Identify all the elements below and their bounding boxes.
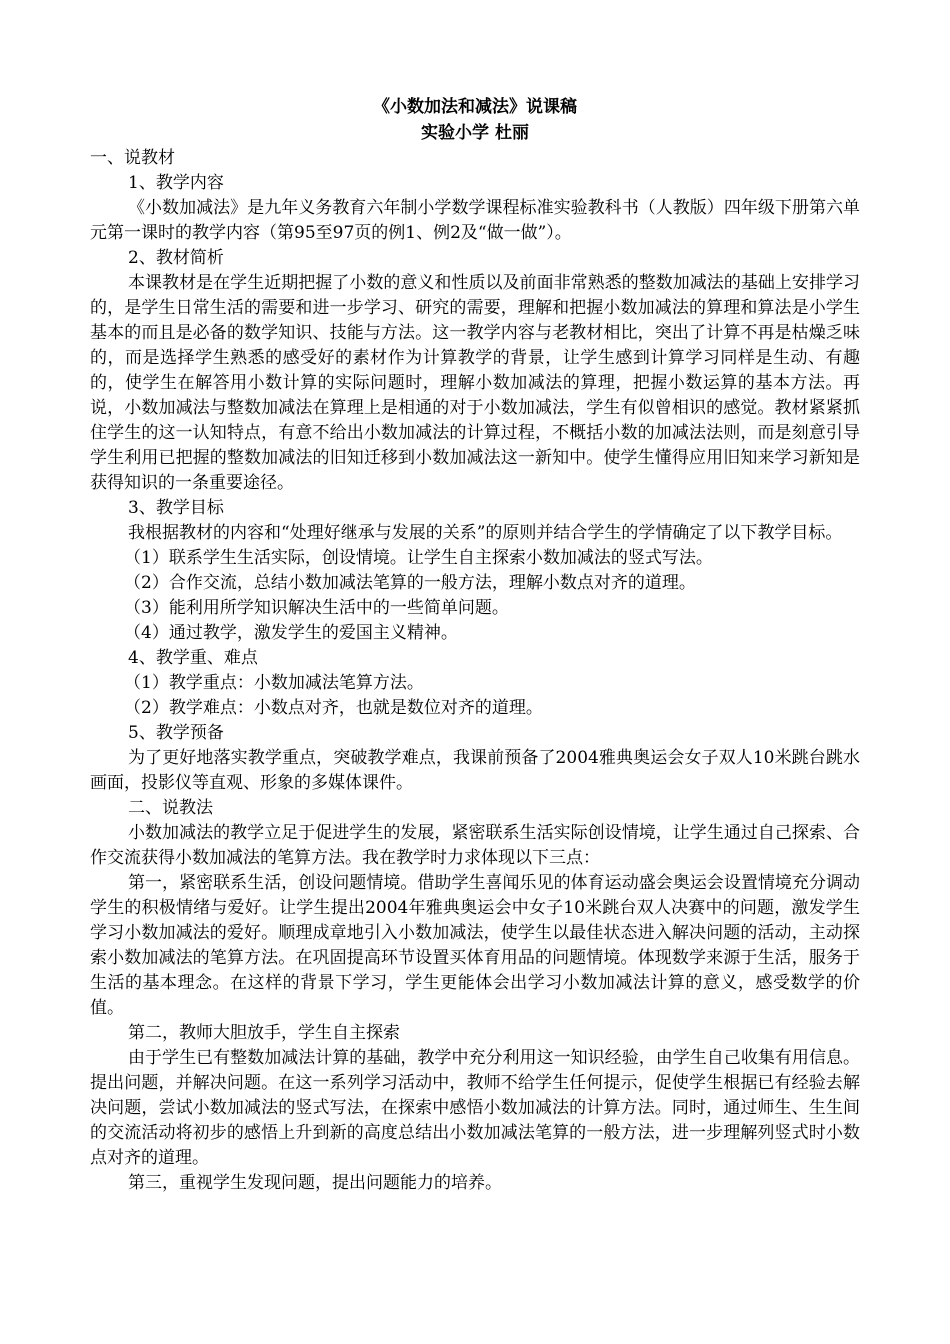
paragraph-method-third: 第三，重视学生发现问题，提出问题能力的培养。 xyxy=(128,1173,502,1193)
paragraph-method-first: 第一，紧密联系生活，创设问题情境。借助学生喜闻乐见的体育运动盛会奥运会设置情境充分调动学生的积极情绪与爱好。让学生提出2004年雅典奥运会中女子10米跳台双人决赛中的问题，激发学生学习小数加减法的爱好。顺理成章地引入小数加减法，使学生以最佳状态进入解决问题的活动，主动探索小数加减法的笔算方法。在巩固提高环节设置买体育用品的问题情境。体现数学来源于生活，服务于生活的基本理念。在这样的背景下学习，学生更能体会出学习小数加减法计算的意义，感受数学的价值。 xyxy=(90,873,860,1018)
key-point-1: （1）教学重点：小数加减法笔算方法。 xyxy=(124,673,424,693)
document-title: 《小数加法和减法》说课稿 xyxy=(373,97,577,117)
subheading-teaching-content: 1、教学内容 xyxy=(128,173,224,193)
subheading-key-points: 4、教学重、难点 xyxy=(128,648,258,668)
section-heading-1: 一、说教材 xyxy=(90,148,175,168)
paragraph-preparation: 为了更好地落实教学重点，突破教学难点，我课前预备了2004雅典奥运会女子双人10米跳台跳水画面，投影仪等直观、形象的多媒体课件。 xyxy=(90,748,860,793)
paragraph-teaching-content: 《小数加减法》是九年义务教育六年制小学数学课程标准实验教科书（人教版）四年级下册第六单元第一课时的教学内容（第95至97页的例1、例2及“做一做”）。 xyxy=(90,198,860,243)
goal-item-2: （2）合作交流，总结小数加减法笔算的一般方法，理解小数点对齐的道理。 xyxy=(124,573,696,593)
paragraph-teaching-goals: 我根据教材的内容和“处理好继承与发展的关系”的原则并结合学生的学情确定了以下教学目标。 xyxy=(128,523,843,543)
goal-item-3: （3）能利用所学知识解决生活中的一些简单问题。 xyxy=(124,598,509,618)
document-author: 实验小学 杜丽 xyxy=(421,123,529,143)
paragraph-method-intro: 小数加减法的教学立足于促进学生的发展，紧密联系生活实际创设情境，让学生通过自己探索、合作交流获得小数加减法的笔算方法。我在教学时力求体现以下三点： xyxy=(90,823,860,868)
paragraph-method-second: 由于学生已有整数加减法计算的基础，教学中充分利用这一知识经验，由学生自己收集有用信息。提出问题，并解决问题。在这一系列学习活动中，教师不给学生任何提示，促使学生根据已有经验去解决问题，尝试小数加减法的竖式写法，在探索中感悟小数加减法的计算方法。同时，通过师生、生生间的交流活动将初步的感悟上升到新的高度总结出小数加减法笔算的一般方法，进一步理解列竖式时小数点对齐的道理。 xyxy=(90,1048,860,1168)
paragraph-method-second-heading: 第二，教师大胆放手，学生自主探索 xyxy=(128,1023,400,1043)
goal-item-1: （1）联系学生生活实际，创设情境。让学生自主探索小数加减法的竖式写法。 xyxy=(124,548,713,568)
subheading-material-analysis: 2、教材简析 xyxy=(128,248,224,268)
goal-item-4: （4）通过教学，激发学生的爱国主义精神。 xyxy=(124,623,458,643)
subheading-teaching-goals: 3、教学目标 xyxy=(128,498,224,518)
subheading-preparation: 5、教学预备 xyxy=(128,723,224,743)
document-body xyxy=(90,94,860,1196)
paragraph-material-analysis: 本课教材是在学生近期把握了小数的意义和性质以及前面非常熟悉的整数加减法的基础上安排学习的，是学生日常生活的需要和进一步学习、研究的需要，理解和把握小数加减法的算理和算法是小学生基本的而且是必备的数学知识、技能与方法。这一教学内容与老教材相比，突出了计算不再是枯燥乏味的，而是选择学生熟悉的感受好的素材作为计算教学的背景，让学生感到计算学习同样是生动、有趣的，使学生在解答用小数计算的实际问题时，理解小数加减法的算理，把握小数运算的基本方法。再说，小数加减法与整数加减法在算理上是相通的对于小数加减法，学生有似曾相识的感觉。教材紧紧抓住学生的这一认知特点，有意不给出小数加减法的计算过程，不概括小数的加减法法则，而是刻意引导学生利用已把握的整数加减法的旧知迁移到小数加减法这一新知中。使学生懂得应用旧知来学习新知是获得知识的一条重要途径。 xyxy=(90,273,860,493)
section-heading-2: 二、说教法 xyxy=(128,798,213,818)
key-point-2: （2）教学难点：小数点对齐，也就是数位对齐的道理。 xyxy=(124,698,543,718)
